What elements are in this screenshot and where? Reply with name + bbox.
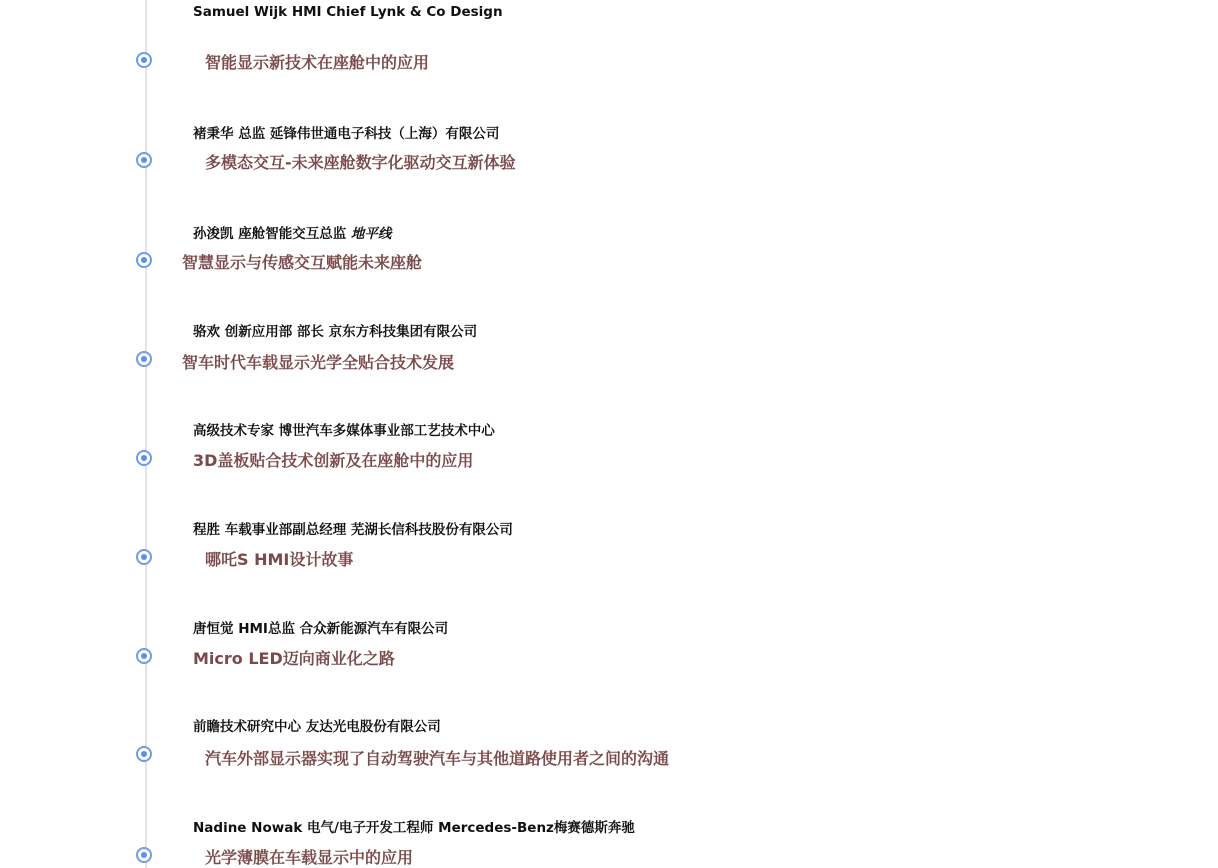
speaker-text: 褚秉华 总监 延锋伟世通电子科技（上海）有限公司 [193, 126, 500, 142]
timeline-dot-icon [136, 52, 152, 68]
agenda-item [0, 700, 1218, 800]
speaker-text: Nadine Nowak 电气/电子开发工程师 Mercedes-Benz梅赛德斯奔驰 [193, 820, 635, 836]
speaker-info [193, 518, 513, 538]
speaker-text: 高级技术专家 博世汽车多媒体事业部工艺技术中心 [193, 423, 495, 439]
timeline-dot-icon [136, 847, 152, 863]
speaker-text: 前瞻技术研究中心 友达光电股份有限公司 [193, 719, 441, 735]
agenda-item [0, 400, 1218, 500]
speaker-company: 地平线 [350, 226, 392, 242]
speaker-text: 骆欢 创新应用部 部长 京东方科技集团有限公司 [193, 324, 478, 340]
timeline-dot-icon [136, 152, 152, 168]
timeline-dot-icon [136, 549, 152, 565]
speaker-text: 程胜 车载事业部副总经理 芜湖长信科技股份有限公司 [193, 522, 513, 538]
agenda-item [0, 200, 1218, 300]
agenda-item [0, 100, 1218, 200]
topic-title[interactable]: 多模态交互-未来座舱数字化驱动交互新体验 [205, 153, 516, 172]
speaker-info [193, 715, 441, 735]
speaker-info [193, 617, 448, 637]
speaker-text: 孙浚凯 座舱智能交互总监 [193, 226, 351, 242]
speaker-info [193, 320, 477, 340]
agenda-item [0, 500, 1218, 600]
speaker-info [193, 122, 499, 142]
timeline-dot-icon [136, 351, 152, 367]
speaker-info [193, 222, 391, 242]
agenda-item [0, 600, 1218, 700]
agenda-item [0, 300, 1218, 400]
timeline-dot-icon [136, 648, 152, 664]
speaker-info [193, 816, 635, 836]
topic-title[interactable]: Micro LED迈向商业化之路 [193, 649, 395, 668]
topic-title[interactable]: 汽车外部显示器实现了自动驾驶汽车与其他道路使用者之间的沟通 [205, 749, 670, 768]
topic-title[interactable]: 哪吒S HMI设计故事 [205, 550, 354, 569]
topic-title[interactable]: 光学薄膜在车载显示中的应用 [205, 848, 414, 867]
timeline-dot-icon [136, 252, 152, 268]
topic-title[interactable]: 智能显示新技术在座舱中的应用 [205, 53, 430, 72]
topic-title[interactable]: 智慧显示与传感交互赋能未来座舱 [182, 253, 423, 272]
speaker-info [193, 419, 495, 439]
speaker-text: 唐恒觉 HMI总监 合众新能源汽车有限公司 [193, 621, 449, 637]
topic-title[interactable]: 3D盖板贴合技术创新及在座舱中的应用 [193, 451, 474, 470]
speaker-info [193, 4, 503, 20]
agenda-item [0, 800, 1218, 868]
speaker-text: Samuel Wijk HMI Chief Lynk & Co Design [193, 4, 503, 20]
agenda-item [0, 0, 1218, 100]
topic-title[interactable]: 智车时代车载显示光学全贴合技术发展 [182, 353, 455, 372]
timeline-dot-icon [136, 746, 152, 762]
timeline-dot-icon [136, 450, 152, 466]
